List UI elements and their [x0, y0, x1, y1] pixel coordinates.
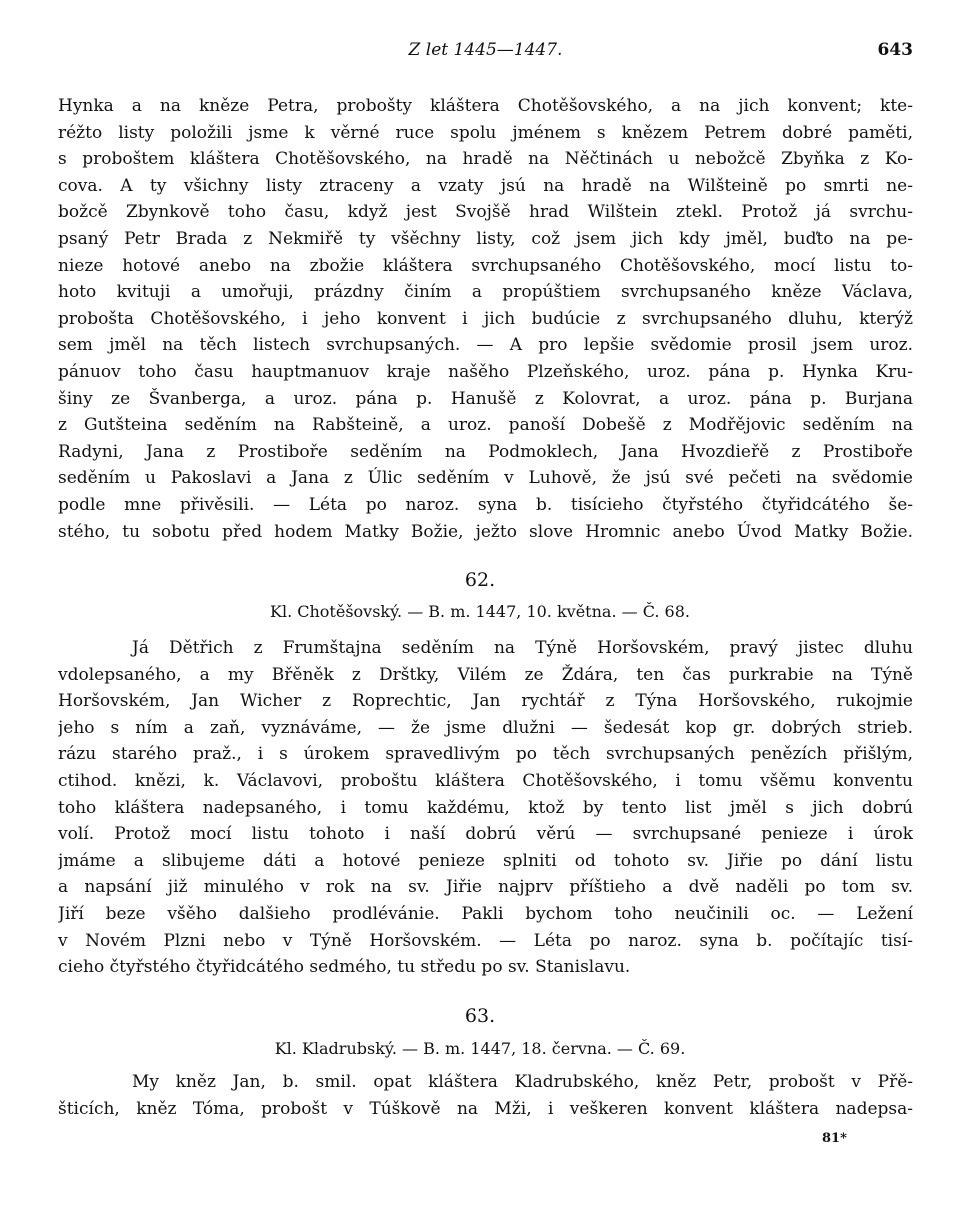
text-line: probošta Chotěšovského, i jeho konvent i jich budúcie z svrchupsaného dluhu, kterýž	[58, 308, 913, 329]
text-line: stého, tu sobotu před hodem Matky Božie, ježto slove Hromnic anebo Úvod Matky Božie.	[58, 521, 913, 542]
text-line: šiny ze Švanberga, a uroz. pána p. Hanušě z Kolovrat, a uroz. pána p. Burjana	[58, 388, 913, 409]
text-line: Já Dětřich z Frumštajna seděním na Týně Horšovském, pravý jistec dluhu	[132, 638, 913, 658]
text-line: cova. A ty všichny listy ztraceny a vzaty jsú na hradě na Wilšteině po smrti ne-	[58, 175, 913, 196]
archive-note: Kl. Kladrubský. — B. m. 1447, 18. června. — Č. 69.	[274, 1039, 686, 1058]
text-line: podle mne přivěsili. — Léta po naroz. syna b. tisícieho čtyřstého čtyřidcátého še-	[58, 494, 913, 515]
text-line: ctihod. knězi, k. Václavovi, proboštu kláštera Chotěšovského, i tomu všěmu konventu	[58, 770, 913, 791]
text-line: My kněz Jan, b. smil. opat kláštera Kladrubského, kněz Petr, probošt v Přě-	[132, 1072, 913, 1092]
text-line: vdolepsaného, a my Břěněk z Drštky, Vilém ze Ždára, ten čas purkrabie na Týně	[58, 664, 913, 685]
charter-number: 63.	[464, 1005, 496, 1027]
text-line: réžto listy položili jsme k věrné ruce spolu jménem s knězem Petrem dobré paměti,	[58, 122, 913, 143]
printer-signature-mark: 81*	[822, 1131, 847, 1146]
running-head	[58, 40, 913, 68]
text-line: hoto kvituji a umořuji, prázdny činím a propúštiem svrchupsaného kněze Václava,	[58, 282, 913, 303]
text-line: sem jměl na těch listech svrchupsaných. — A pro lepšie svědomie prosil jsem uroz.	[58, 335, 913, 356]
text-line: v Novém Plzni nebo v Týně Horšovském. — Léta po naroz. syna b. počítajíc tisí-	[58, 930, 913, 951]
text-line: z Gutšteina seděním na Rabšteině, a uroz. panoší Dobešě z Modřějovic seděním na	[58, 415, 913, 436]
text-line: seděním u Pakoslavi a Jana z Úlic seděním v Luhově, že jsú své pečeti na svědomie	[58, 468, 913, 489]
text-line: s proboštem kláštera Chotěšovského, na hradě na Něčtinách u nebožcě Zbyňka z Ko-	[58, 149, 913, 170]
text-line: toho kláštera nadepsaného, i tomu každému, ktož by tento list jměl s jich dobrú	[58, 797, 913, 818]
charter-number: 62.	[464, 569, 496, 591]
text-line: volí. Protož mocí listu tohoto i naší dobrú věrú — svrchupsané penieze i úrok	[58, 824, 913, 845]
text-line: Horšovském, Jan Wicher z Roprechtic, Jan rychtář z Týna Horšovského, rukojmie	[58, 691, 913, 712]
text-line: nieze hotové anebo na zbožie kláštera svrchupsaného Chotěšovského, mocí listu to-	[58, 255, 913, 276]
text-line: cieho čtyřstého čtyřidcátého sedmého, tu středu po sv. Stanislavu.	[58, 957, 631, 978]
text-line: jmáme a slibujeme dáti a hotové penieze splniti od tohoto sv. Jiřie po dání listu	[58, 850, 913, 871]
archive-note: Kl. Chotěšovský. — B. m. 1447, 10. května. — Č. 68.	[270, 602, 690, 621]
text-line: jeho s ním a zaň, vyznáváme, — že jsme dlužni — šedesát kop gr. dobrých strieb.	[58, 717, 913, 738]
charter-61-continuation	[58, 93, 913, 545]
running-title: Z let 1445—1447.	[408, 40, 563, 60]
charter-63-text	[58, 1069, 913, 1122]
text-line: a napsání již minulého v rok na sv. Jiřie najprv příštieho a dvě naděli po tom sv.	[58, 877, 913, 898]
text-line: pánuov toho času hauptmanuov kraje našěho Plzeňského, uroz. pána p. Hynka Kru-	[58, 361, 913, 382]
text-line: Jiří beze všěho dalšieho prodlévánie. Pakli bychom toho neučinili oc. — Ležení	[58, 903, 913, 924]
text-line: Radyni, Jana z Prostiboře seděním na Podmoklech, Jana Hvozdieřě z Prostiboře	[58, 441, 913, 462]
text-line: rázu starého praž., i s úrokem spravedlivým po těch svrchupsaných penězích přišlým,	[58, 744, 913, 765]
text-line: božcě Zbynkově toho času, když jest Svojšě hrad Wilštein ztekl. Protož já svrchu-	[58, 202, 913, 223]
text-line: psaný Petr Brada z Nekmiřě ty všěchny listy, což jsem jich kdy jměl, buďto na pe-	[58, 228, 913, 249]
text-line: Hynka a na kněze Petra, probošty kláštera Chotěšovského, a na jich konvent; kte-	[58, 96, 913, 116]
charter-62-text	[58, 635, 913, 981]
page-number: 643	[877, 40, 913, 60]
text-line: šticích, kněz Tóma, probošt v Túškově na Mži, i veškeren konvent kláštera nadepsa-	[58, 1098, 913, 1119]
